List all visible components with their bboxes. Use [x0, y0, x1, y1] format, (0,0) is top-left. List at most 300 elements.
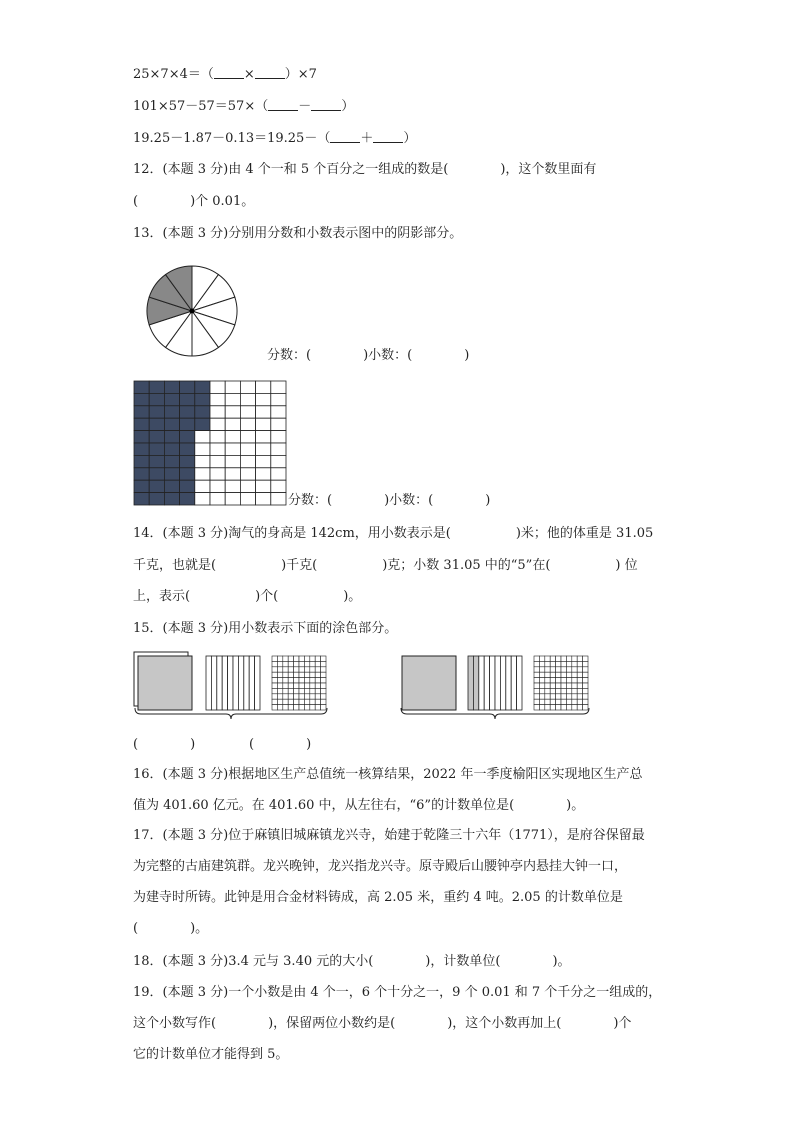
hundredth-cell	[545, 678, 550, 683]
shaded-cell	[180, 381, 195, 393]
grid-cell	[225, 406, 240, 418]
tenth-strip	[249, 656, 254, 710]
grid-cell	[225, 455, 240, 467]
hundredth-cell	[566, 656, 571, 661]
hundredth-cell	[315, 683, 320, 688]
shaded-cell	[134, 443, 149, 455]
hundredth-cell	[583, 699, 588, 704]
hundredth-cell	[310, 699, 315, 704]
hundredth-cell	[577, 688, 582, 693]
hundredth-cell	[288, 678, 293, 683]
hundredth-cell	[321, 699, 326, 704]
hundredth-cell	[277, 667, 282, 672]
grid-cell	[256, 418, 271, 430]
grid-cell	[210, 431, 225, 443]
q16-line2: 值为 401.60 亿元。在 401.60 中，从左往右，“6”的计数单位是( )。	[133, 798, 585, 813]
hundredth-cell	[577, 656, 582, 661]
grid-cell	[240, 418, 255, 430]
hundredth-cell	[572, 661, 577, 666]
grid-cell	[256, 455, 271, 467]
blank[interactable]	[255, 66, 285, 79]
hundredth-cell	[572, 705, 577, 710]
shaded-cell	[149, 468, 164, 480]
hundredth-cell	[321, 661, 326, 666]
shaded-cell	[180, 480, 195, 492]
formula-1-left: 25×7×4＝（	[133, 67, 214, 82]
blank[interactable]	[311, 98, 341, 111]
grid-cell	[271, 443, 286, 455]
hundredth-cell	[556, 699, 561, 704]
hundredth-cell	[310, 678, 315, 683]
hundredth-cell	[283, 678, 288, 683]
hundredth-cell	[288, 694, 293, 699]
hundredth-cell	[272, 661, 277, 666]
hundredth-cell	[272, 683, 277, 688]
hundredth-cell	[545, 699, 550, 704]
decimal-blocks-figure	[130, 648, 600, 724]
shaded-cell	[134, 406, 149, 418]
hundredth-cell	[566, 678, 571, 683]
hundredth-cell	[539, 661, 544, 666]
grid-cell	[210, 381, 225, 393]
tenth-strip	[217, 656, 222, 710]
hundredth-cell	[272, 672, 277, 677]
hundredth-cell	[321, 705, 326, 710]
hundredth-cell	[534, 672, 539, 677]
grid-cell	[240, 393, 255, 405]
shaded-cell	[164, 468, 179, 480]
blank[interactable]	[330, 130, 360, 143]
hundredth-cell	[272, 694, 277, 699]
hundredth-cell	[304, 678, 309, 683]
grid-cell	[210, 468, 225, 480]
shaded-cell	[164, 455, 179, 467]
hundredth-cell	[304, 656, 309, 661]
hundredth-cell	[583, 667, 588, 672]
hundredth-cell	[550, 678, 555, 683]
formula-3-left: 19.25－1.87－0.13＝19.25－（	[133, 131, 331, 146]
hundredth-cell	[315, 705, 320, 710]
hundredth-cell	[561, 667, 566, 672]
hundredth-cell	[294, 678, 299, 683]
shaded-cell	[149, 431, 164, 443]
shaded-cell	[164, 418, 179, 430]
hundredth-cell	[545, 683, 550, 688]
hundredth-cell	[321, 672, 326, 677]
grid-cell	[240, 381, 255, 393]
hundredth-cell	[556, 688, 561, 693]
hundredth-cell	[299, 705, 304, 710]
shaded-cell	[164, 431, 179, 443]
hundredth-cell	[304, 705, 309, 710]
q14-line2: 千克，也就是( )千克( )克；小数 31.05 中的“5”在( ) 位	[133, 558, 638, 573]
hundredth-cell	[539, 672, 544, 677]
hundredth-cell	[545, 656, 550, 661]
tenth-strip	[490, 656, 495, 710]
grid-cell	[271, 493, 286, 505]
grid-cell	[271, 431, 286, 443]
hundredth-cell	[556, 661, 561, 666]
hundredth-cell	[304, 688, 309, 693]
hundredth-cell	[572, 699, 577, 704]
hundredth-cell	[283, 683, 288, 688]
hundredth-cell	[539, 699, 544, 704]
formula-2-right: ）	[341, 99, 355, 114]
formula-1-right: ）×7	[284, 67, 317, 82]
shaded-cell	[180, 406, 195, 418]
hundredth-cell	[583, 661, 588, 666]
q17-line3: 为建寺时所铸。此钟是用合金材料铸成，高 2.05 米，重约 4 吨。2.05 的计数单位是	[133, 890, 623, 905]
hundredth-cell	[277, 678, 282, 683]
hundredth-cell	[556, 683, 561, 688]
tenth-strip	[211, 656, 216, 710]
tenth-strip	[222, 656, 227, 710]
hundredth-cell	[321, 667, 326, 672]
hundredth-cell	[299, 699, 304, 704]
hundredth-cell	[283, 667, 288, 672]
grid-cell	[195, 431, 210, 443]
hundredth-cell	[315, 656, 320, 661]
hundredth-cell	[539, 705, 544, 710]
hundredth-cell	[304, 683, 309, 688]
hundredth-cell	[321, 683, 326, 688]
hundredth-cell	[299, 678, 304, 683]
q17-line2: 为完整的古庙建筑群。龙兴晚钟，龙兴指龙兴寺。原寺殿后山腰钟亭内悬挂大钟一口，	[133, 859, 628, 874]
q19-line3: 它的计数单位才能得到 5。	[133, 1047, 289, 1062]
shaded-cell	[134, 393, 149, 405]
hundredth-cell	[288, 699, 293, 704]
unit-square	[402, 656, 456, 710]
hundredth-cell	[272, 656, 277, 661]
hundredth-cell	[304, 672, 309, 677]
hundredth-cell	[577, 683, 582, 688]
hundredth-cell	[583, 683, 588, 688]
q15-answer-left: ( )	[133, 737, 196, 752]
hundredth-cell	[288, 683, 293, 688]
hundredth-cell	[583, 678, 588, 683]
unit-square-front	[138, 656, 192, 710]
grid-cell	[271, 393, 286, 405]
hundredth-cell	[283, 699, 288, 704]
hundredth-cell	[561, 694, 566, 699]
grid-cell	[240, 443, 255, 455]
hundredth-cell	[299, 667, 304, 672]
shaded-circle-figure	[144, 263, 240, 359]
hundredth-cell	[566, 683, 571, 688]
hundredth-cell	[304, 661, 309, 666]
grid-cell	[256, 493, 271, 505]
hundredth-cell	[550, 683, 555, 688]
q19-line1: 19．(本题 3 分)一个小数是由 4 个一，6 个十分之一，9 个 0.01 和 7 个千分之一组成的，	[133, 985, 662, 1000]
grid-cell	[225, 493, 240, 505]
hundredth-cell	[561, 705, 566, 710]
hundredth-cell	[315, 678, 320, 683]
shaded-cell	[149, 443, 164, 455]
hundredth-cell	[545, 661, 550, 666]
shaded-cell	[149, 455, 164, 467]
hundredth-cell	[294, 694, 299, 699]
formula-2-op: －	[298, 99, 312, 114]
hundredth-cell	[566, 699, 571, 704]
hundredth-cell	[539, 694, 544, 699]
shaded-cell	[164, 443, 179, 455]
hundredth-cell	[299, 694, 304, 699]
grid-cell	[225, 418, 240, 430]
grid-cell	[195, 480, 210, 492]
hundredth-cell	[539, 656, 544, 661]
hundredth-cell	[534, 656, 539, 661]
grid-cell	[210, 480, 225, 492]
hundredth-cell	[299, 661, 304, 666]
hundredth-cell	[315, 688, 320, 693]
hundredth-cell	[566, 661, 571, 666]
hundredth-cell	[304, 699, 309, 704]
hundredth-cell	[277, 672, 282, 677]
hundredth-cell	[577, 672, 582, 677]
shaded-cell	[164, 480, 179, 492]
grid-cell	[240, 493, 255, 505]
grid-cell	[271, 468, 286, 480]
hundredth-cell	[272, 705, 277, 710]
hundredth-cell	[583, 705, 588, 710]
hundredth-cell	[277, 661, 282, 666]
grid-cell	[256, 381, 271, 393]
grid-cell	[210, 493, 225, 505]
hundredth-cell	[277, 705, 282, 710]
hundredth-cell	[550, 705, 555, 710]
q15-answer-right: ( )	[249, 737, 312, 752]
hundredth-cell	[299, 672, 304, 677]
tenth-strip	[238, 656, 243, 710]
tenth-strip	[233, 656, 238, 710]
hundredth-cell	[561, 661, 566, 666]
q12-line2: ( )个 0.01。	[133, 194, 255, 209]
hundredth-cell	[566, 667, 571, 672]
hundredth-cell	[534, 661, 539, 666]
hundredth-cell	[299, 656, 304, 661]
hundredth-cell	[315, 694, 320, 699]
hundredth-cell	[577, 661, 582, 666]
q13-circle-answer: 分数：( )小数：( )	[267, 348, 470, 363]
shaded-cell	[195, 393, 210, 405]
grid-cell	[271, 480, 286, 492]
hundredth-cell	[294, 672, 299, 677]
hundredth-cell	[577, 667, 582, 672]
q13-grid-answer: 分数：( )小数：( )	[288, 493, 491, 508]
shaded-cell	[180, 493, 195, 505]
hundredth-cell	[294, 667, 299, 672]
hundredth-cell	[534, 683, 539, 688]
shaded-cell	[134, 493, 149, 505]
hundredth-cell	[545, 694, 550, 699]
hundredth-cell	[539, 688, 544, 693]
hundredth-cell	[572, 688, 577, 693]
hundredth-cell	[315, 672, 320, 677]
grid-cell	[210, 443, 225, 455]
grid-cell	[256, 443, 271, 455]
tenth-strip	[244, 656, 249, 710]
grid-cell	[225, 381, 240, 393]
grid-cell	[240, 431, 255, 443]
grid-cell	[210, 455, 225, 467]
q14-line3: 上，表示( )个( )。	[133, 589, 362, 604]
hundredth-cell	[299, 683, 304, 688]
grid-cell	[225, 393, 240, 405]
shaded-cell	[195, 406, 210, 418]
q17-line1: 17．(本题 3 分)位于麻镇旧城麻镇龙兴寺，始建于乾隆三十六年（1771），是府谷保留最	[133, 828, 645, 843]
hundredth-cell	[283, 661, 288, 666]
hundredth-cell	[539, 683, 544, 688]
hundredth-cell	[566, 688, 571, 693]
hundredth-cell	[550, 694, 555, 699]
hundredth-cell	[556, 672, 561, 677]
tenth-strip	[468, 656, 473, 710]
hundredth-cell	[561, 672, 566, 677]
grid-cell	[240, 480, 255, 492]
hundredth-cell	[545, 705, 550, 710]
shaded-cell	[180, 468, 195, 480]
grid-cell	[256, 480, 271, 492]
formula-2	[133, 98, 354, 116]
grid-cell	[195, 468, 210, 480]
hundredth-cell	[283, 656, 288, 661]
grid-cell	[225, 443, 240, 455]
shaded-cell	[149, 406, 164, 418]
shaded-cell	[195, 381, 210, 393]
shaded-cell	[164, 381, 179, 393]
hundredth-cell	[577, 694, 582, 699]
tenth-strip	[500, 656, 505, 710]
hundredth-cell	[277, 656, 282, 661]
tenth-strip	[511, 656, 516, 710]
hundredth-cell	[310, 683, 315, 688]
shaded-cell	[180, 455, 195, 467]
tenth-strip	[517, 656, 522, 710]
hundredth-cell	[294, 683, 299, 688]
hundredth-cell	[315, 699, 320, 704]
grid-cell	[256, 431, 271, 443]
hundredth-cell	[310, 688, 315, 693]
q13-title: 13．(本题 3 分)分别用分数和小数表示图中的阴影部分。	[133, 226, 463, 241]
hundredth-cell	[566, 694, 571, 699]
hundredth-cell	[556, 678, 561, 683]
shaded-cell	[134, 431, 149, 443]
shaded-cell	[134, 418, 149, 430]
hundredth-cell	[572, 656, 577, 661]
grid-cell	[240, 455, 255, 467]
hundredth-cell	[310, 667, 315, 672]
hundredth-cell	[310, 694, 315, 699]
q12-line1: 12．(本题 3 分)由 4 个一和 5 个百分之一组成的数是( )，这个数里面有	[133, 162, 597, 177]
formula-1-op: ×	[243, 67, 255, 82]
grid-cell	[225, 468, 240, 480]
hundredth-cell	[545, 667, 550, 672]
grid-cell	[225, 480, 240, 492]
hundredth-cell	[288, 667, 293, 672]
hundredth-cell	[550, 672, 555, 677]
grid-cell	[240, 468, 255, 480]
hundredth-cell	[534, 705, 539, 710]
hundredth-cell	[572, 683, 577, 688]
hundred-grid-figure	[133, 380, 287, 506]
grid-cell	[271, 381, 286, 393]
hundredth-cell	[294, 656, 299, 661]
hundredth-cell	[310, 705, 315, 710]
hundredth-cell	[539, 667, 544, 672]
hundredth-cell	[534, 688, 539, 693]
blank[interactable]	[268, 98, 298, 111]
hundredth-cell	[272, 699, 277, 704]
grid-cell	[271, 455, 286, 467]
hundredth-cell	[572, 672, 577, 677]
hundredth-cell	[550, 661, 555, 666]
hundredth-cell	[545, 672, 550, 677]
hundredth-cell	[304, 667, 309, 672]
shaded-cell	[164, 406, 179, 418]
hundredth-cell	[577, 705, 582, 710]
hundredth-cell	[321, 688, 326, 693]
q14-line1: 14．(本题 3 分)淘气的身高是 142cm，用小数表示是( )米；他的体重是 31.05	[133, 526, 654, 541]
grid-cell	[256, 406, 271, 418]
grid-cell	[195, 493, 210, 505]
shaded-cell	[180, 418, 195, 430]
grid-cell	[271, 406, 286, 418]
hundredth-cell	[283, 688, 288, 693]
tenth-strip	[506, 656, 511, 710]
grid-cell	[256, 393, 271, 405]
hundredth-cell	[566, 672, 571, 677]
hundredth-cell	[561, 688, 566, 693]
hundredth-cell	[561, 678, 566, 683]
hundredth-cell	[315, 667, 320, 672]
grid-cell	[210, 393, 225, 405]
hundredth-cell	[583, 694, 588, 699]
shaded-cell	[164, 393, 179, 405]
hundredth-cell	[534, 678, 539, 683]
formula-3-right: ）	[403, 131, 417, 146]
blank[interactable]	[214, 66, 244, 79]
hundredth-cell	[310, 661, 315, 666]
q19-line2: 这个小数写作( )，保留两位小数约是( )，这个小数再加上( )个	[133, 1016, 632, 1031]
blank[interactable]	[373, 130, 403, 143]
formula-3-op: ＋	[360, 131, 374, 146]
shaded-cell	[134, 381, 149, 393]
tenth-strip	[479, 656, 484, 710]
hundredth-cell	[310, 672, 315, 677]
hundredth-cell	[577, 678, 582, 683]
shaded-cell	[180, 393, 195, 405]
hundredth-cell	[572, 667, 577, 672]
shaded-cell	[134, 480, 149, 492]
hundredth-cell	[288, 688, 293, 693]
hundredth-cell	[566, 705, 571, 710]
hundredth-cell	[321, 656, 326, 661]
hundredth-cell	[272, 667, 277, 672]
hundredth-cell	[561, 699, 566, 704]
hundredth-cell	[583, 688, 588, 693]
hundredth-cell	[288, 661, 293, 666]
hundredth-cell	[294, 705, 299, 710]
hundredth-cell	[545, 688, 550, 693]
tenth-strip	[206, 656, 211, 710]
hundredth-cell	[277, 699, 282, 704]
hundredth-cell	[288, 672, 293, 677]
shaded-cell	[195, 418, 210, 430]
tenth-strip	[255, 656, 260, 710]
grid-cell	[210, 418, 225, 430]
hundredth-cell	[272, 678, 277, 683]
hundredth-cell	[304, 694, 309, 699]
